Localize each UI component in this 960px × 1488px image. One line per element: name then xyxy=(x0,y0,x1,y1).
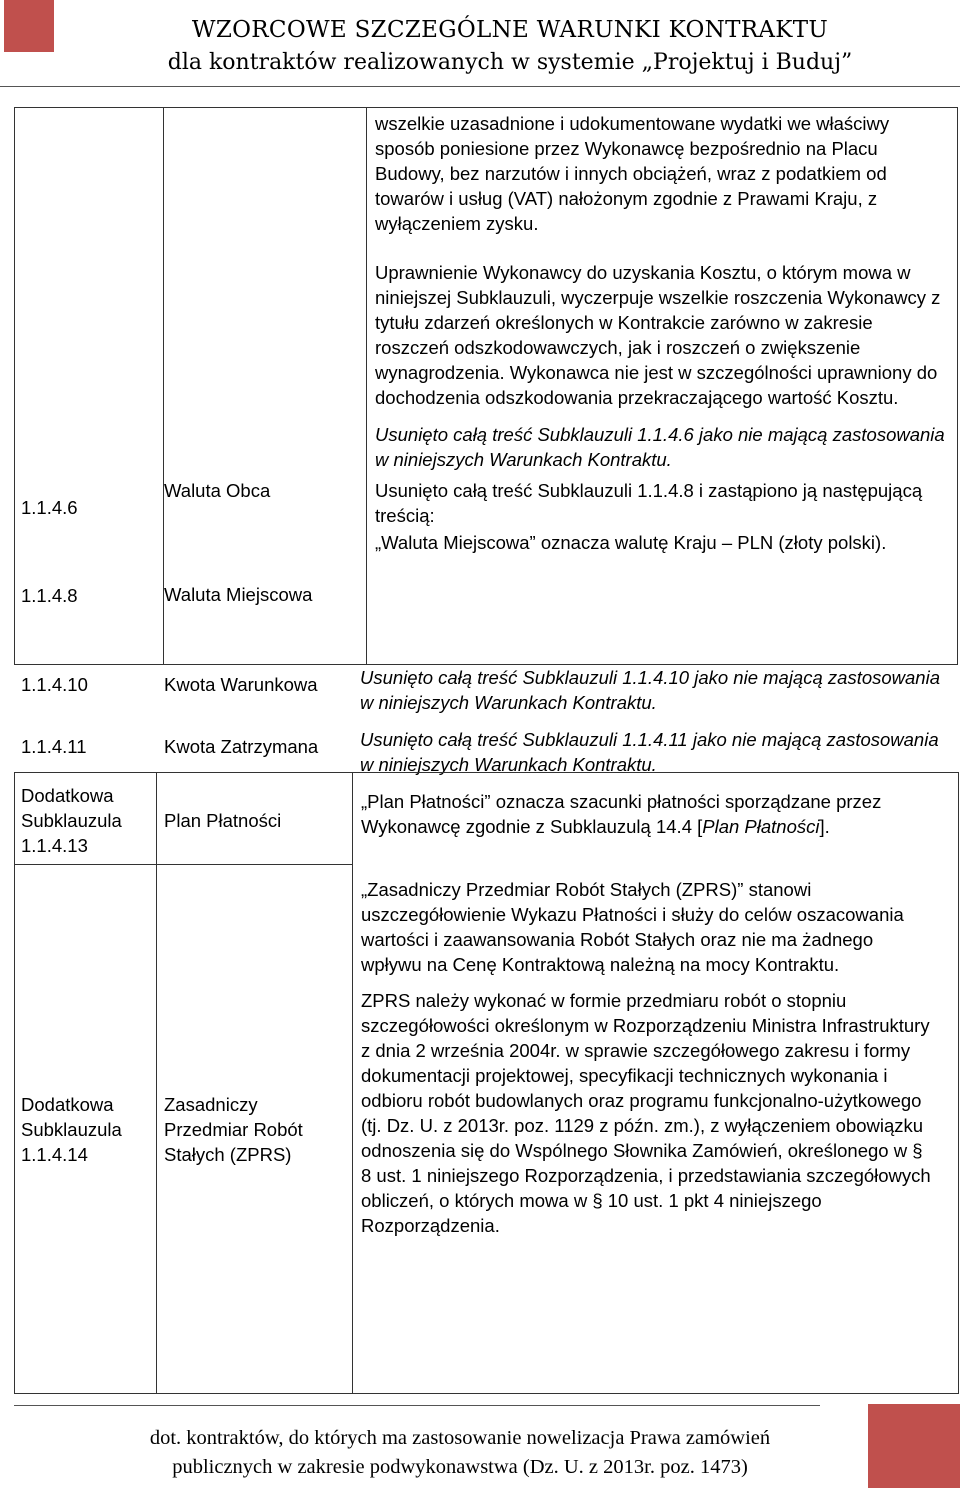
clause-text-paragraph: ZPRS należy wykonać w formie przedmiaru robót o stopniu szczegółowości określonym w Rozporządzeniu Ministra Infrastruktury z dnia 2 września 2004r. w sprawie szczegółowego zakresu i formy dokumentacji projektowej, specyfikacji technicznych wykonania i odbioru robót budowlanych oraz programu funkcjonalno-użytkowego (tj. Dz. U. z 2013r. poz. 1129 z późn. zm.), z wyłączeniem obowiązku odnoszenia się do Wspólnego Słownika Zamówień, określonego w § 8 ust. 1 niniejszego Rozporządzenia, i przedstawiania szczegółowych obliczeń, o których mowa w § 10 ust. 1 pkt 4 niniejszego Rozporządzenia. xyxy=(361,990,931,1236)
header-subtitle: dla kontraktów realizowanych w systemie „Projektuj i Buduj” xyxy=(167,50,853,75)
clause-text: Usunięto całą treść Subklauzuli 1.1.4.8 i zastąpiono ją następującą treścią: xyxy=(375,480,923,526)
clause-number: 1.1.4.10 xyxy=(21,674,88,695)
footer-line: dot. kontraktów, do których ma zastosowanie nowelizacja Prawa zamówień xyxy=(149,1427,771,1449)
clause-text: Usunięto całą treść Subklauzuli 1.1.4.10 jako nie mającą zastosowania w niniejszych Warunkach Kontraktu. xyxy=(360,667,940,713)
clause-text-italic: Plan Płatności xyxy=(702,816,820,837)
clause-text-cell xyxy=(367,108,958,665)
footer-accent-block xyxy=(868,1404,960,1488)
header-accent-block xyxy=(4,0,54,52)
clause-text: wszelkie uzasadnione i udokumentowane wydatki we właściwy sposób poniesione przez Wykonawcę bezpośrednio na Placu Budowy, bez narzutów i innych obciążeń, wraz z podatkiem od towarów i usług (VAT) nałożonym zgodnie z Prawami Kraju, z wyłączeniem zysku. xyxy=(375,113,890,234)
clause-number-cell xyxy=(15,108,164,665)
header-title: WZORCOWE SZCZEGÓLNE WARUNKI KONTRAKTU xyxy=(191,17,829,43)
clause-number-line: Subklauzula xyxy=(21,810,122,831)
clause-number-line: Dodatkowa xyxy=(21,785,114,806)
page-header xyxy=(60,14,960,79)
header-divider xyxy=(0,86,960,87)
clause-number-line: Subklauzula xyxy=(21,1119,122,1140)
clause-number-line: 1.1.4.13 xyxy=(21,835,88,856)
footer-line: publicznych w zakresie podwykonawstwa (Dz. U. z 2013r. poz. 1473) xyxy=(172,1456,748,1478)
column-divider xyxy=(352,772,353,1393)
row-divider xyxy=(14,864,156,865)
clause-text-part: „Plan Płatności” oznacza szacunki płatności sporządzane przez Wykonawcę zgodnie z Subklauzulą 14.4 [ xyxy=(361,791,882,837)
clause-number: 1.1.4.6 xyxy=(21,497,78,518)
column-divider xyxy=(156,772,157,1393)
clause-text-part: ]. xyxy=(819,816,830,837)
clause-term: Waluta Obca xyxy=(164,480,271,501)
clause-text xyxy=(361,789,951,839)
clause-number xyxy=(21,783,155,858)
clause-text: „Waluta Miejscowa” oznacza walutę Kraju – PLN (złoty polski). xyxy=(375,532,887,553)
clause-number: 1.1.4.11 xyxy=(21,736,87,757)
clause-text: Uprawnienie Wykonawcy do uzyskania Kosztu, o którym mowa w niniejszej Subklauzuli, wyczerpuje wszelkie roszczenia Wykonawcy z tytułu zdarzeń określonych w Kontrakcie zarówno w zakresie roszczeń odszkodowawczych, jak i roszczeń o zwiększenie wynagrodzenia. Wykonawca nie jest w szczególności uprawniony do dochodzenia odszkodowania przekraczającego wartość Kosztu. xyxy=(375,262,941,408)
clause-rows-10-11 xyxy=(14,664,958,782)
clause-text: Usunięto całą treść Subklauzuli 1.1.4.11 jako nie mającą zastosowania w niniejszych Warunkach Kontraktu. xyxy=(360,729,939,775)
clause-text xyxy=(361,877,937,1238)
clause-text: Usunięto całą treść Subklauzuli 1.1.4.6 jako nie mającą zastosowania w niniejszych Warunkach Kontraktu. xyxy=(375,424,945,470)
clause-term-cell xyxy=(164,108,367,665)
clause-term: Kwota Zatrzymana xyxy=(164,736,319,757)
table-row xyxy=(15,108,958,665)
clause-number-line: Dodatkowa xyxy=(21,1094,114,1115)
clause-number: 1.1.4.8 xyxy=(21,585,78,606)
clause-number xyxy=(21,1092,155,1167)
clause-term: Plan Płatności xyxy=(164,810,282,831)
clause-number-line: 1.1.4.14 xyxy=(21,1144,88,1165)
clause-text-paragraph: „Zasadniczy Przedmiar Robót Stałych (ZPRS)” stanowi uszczegółowienie Wykazu Płatności i służy do celów oszacowania wartości i zaawansowania Robót Stałych oraz nie ma żadnego wpływu na Cenę Kontraktową należną na mocy Kontraktu. xyxy=(361,879,904,975)
footer-divider xyxy=(14,1405,820,1406)
row-divider xyxy=(156,864,352,865)
clause-term: Zasadniczy Przedmiar Robót Stałych (ZPRS) xyxy=(164,1094,303,1165)
page-footer xyxy=(60,1424,860,1482)
clauses-table xyxy=(14,107,958,665)
clause-term: Kwota Warunkowa xyxy=(164,674,318,695)
clause-term: Waluta Miejscowa xyxy=(164,584,313,605)
